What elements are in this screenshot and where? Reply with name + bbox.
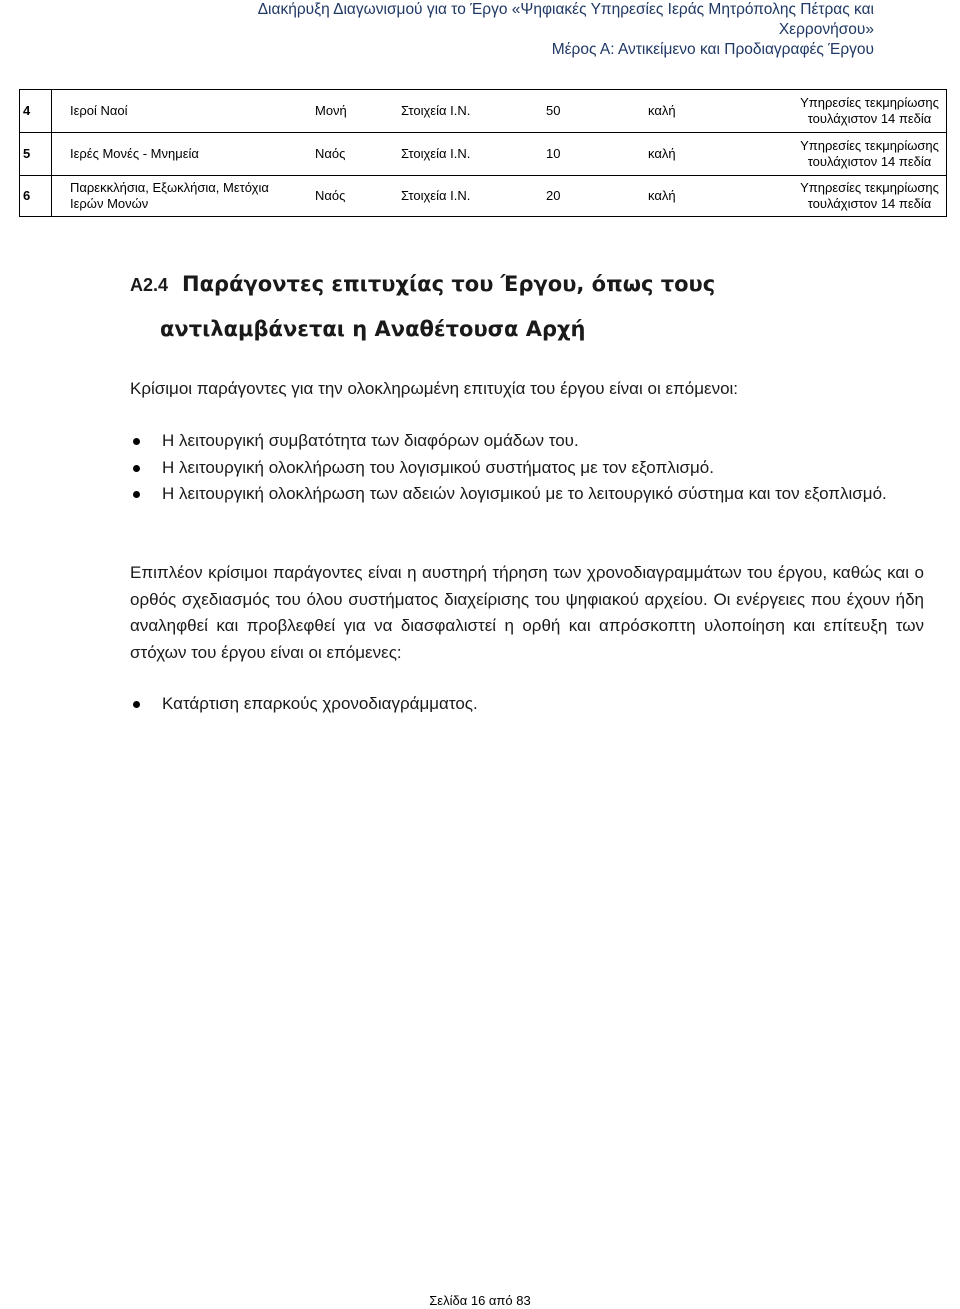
row-quality: καλή	[646, 133, 793, 176]
success-factors-list	[130, 428, 930, 508]
section-number: Α2.4	[130, 275, 169, 295]
row-type: Ναός	[295, 133, 395, 176]
row-service-line-2: τουλάχιστον 14 πεδία	[807, 111, 932, 126]
row-service-line-2: τουλάχιστον 14 πεδία	[807, 154, 932, 169]
list-item-text: Κατάρτιση επαρκούς χρονοδιαγράμματος.	[162, 694, 478, 713]
section-title-line-1: Παράγοντες επιτυχίας του Έργου, όπως τους	[182, 272, 716, 296]
bullet-icon	[133, 701, 140, 708]
row-name: Παρεκκλήσια, Εξωκλήσια, Μετόχια Ιερών Μονών	[52, 176, 296, 217]
row-service-line-1: Υπηρεσίες τεκμηρίωσης	[800, 180, 939, 195]
bullet-icon	[133, 491, 140, 498]
row-service	[793, 176, 947, 217]
row-service-line-2: τουλάχιστον 14 πεδία	[807, 196, 932, 211]
row-name: Ιερές Μονές - Μνημεία	[52, 133, 296, 176]
page-header	[114, 0, 874, 60]
row-service	[793, 133, 947, 176]
table-row	[20, 133, 947, 176]
intro-paragraph: Κρίσιμοι παράγοντες για την ολοκληρωμένη επιτυχία του έργου είναι οι επόμενοι:	[130, 379, 739, 398]
row-service	[793, 90, 947, 133]
bullet-icon	[133, 465, 140, 472]
list-item-text: Η λειτουργική συμβατότητα των διαφόρων ομάδων του.	[162, 431, 579, 450]
row-service-line-1: Υπηρεσίες τεκμηρίωσης	[800, 138, 939, 153]
list-item	[130, 455, 930, 482]
list-item	[130, 481, 930, 508]
row-number: 6	[20, 176, 52, 217]
row-count: 50	[516, 90, 646, 133]
header-line-2: Χερρονήσου»	[778, 21, 874, 38]
table-row	[20, 90, 947, 133]
page-number: Σελίδα 16 από 83	[429, 1293, 531, 1308]
header-line-1: Διακήρυξη Διαγωνισμού για το Έργο «Ψηφιακές Υπηρεσίες Ιεράς Μητρόπολης Πέτρας και	[257, 1, 874, 18]
additional-factors-paragraph: Επιπλέον κρίσιμοι παράγοντες είναι η αυστηρή τήρηση των χρονοδιαγραμμάτων του έργου, καθώς και ο ορθός σχεδιασμός του όλου συστήματος διαχείρισης του ψηφιακού αρχείου. Οι ενέργειες που έχουν ήδη αναληφθεί και προβλεφθεί για να διασφαλιστεί η ορθή και απρόσκοπτη υλοποίηση και επίτευξη των στόχων του έργου είναι οι επόμενες:	[130, 563, 924, 662]
row-name: Ιεροί Ναοί	[52, 90, 296, 133]
row-service-line-1: Υπηρεσίες τεκμηρίωσης	[800, 95, 939, 110]
section-title-line-2: αντιλαμβάνεται η Αναθέτουσα Αρχή	[160, 317, 586, 341]
row-source: Στοιχεία Ι.Ν.	[395, 90, 516, 133]
row-type: Μονή	[295, 90, 395, 133]
list-item	[130, 691, 930, 718]
row-source: Στοιχεία Ι.Ν.	[395, 176, 516, 217]
row-count: 10	[516, 133, 646, 176]
list-item-text: Η λειτουργική ολοκλήρωση των αδειών λογισμικού με το λειτουργικό σύστημα και τον εξοπλισμό.	[162, 484, 887, 503]
inventory-table	[19, 89, 947, 217]
row-type: Ναός	[295, 176, 395, 217]
section-heading	[130, 262, 890, 351]
row-count: 20	[516, 176, 646, 217]
table-row	[20, 176, 947, 217]
bullet-icon	[133, 438, 140, 445]
actions-list	[130, 691, 930, 718]
list-item-text: Η λειτουργική ολοκλήρωση του λογισμικού συστήματος με τον εξοπλισμό.	[162, 457, 714, 477]
row-number: 4	[20, 90, 52, 133]
row-quality: καλή	[646, 176, 793, 217]
row-quality: καλή	[646, 90, 793, 133]
row-number: 5	[20, 133, 52, 176]
list-item	[130, 428, 930, 455]
row-source: Στοιχεία Ι.Ν.	[395, 133, 516, 176]
header-line-3: Μέρος Α: Αντικείμενο και Προδιαγραφές Έργου	[551, 41, 874, 58]
